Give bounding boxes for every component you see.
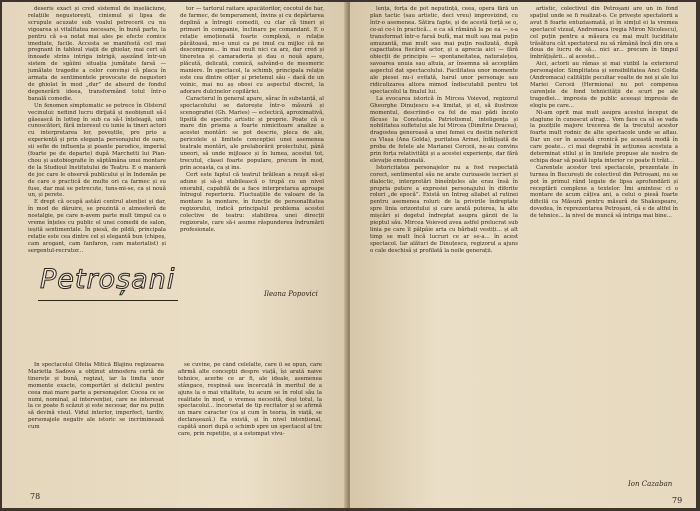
left-bottom-column-2	[178, 362, 322, 480]
left-bottom-column-1	[28, 362, 164, 480]
right-col2-para4: Carentele acestor trei spectacole, prezentate în turnea în București de colectivul din Petroșani, nu se pot în primul rând legate de lipsa aprofundării și receptării complexe a textelor. Îmi amintesc ci o montare de acum câțiva ani, a celui o piesă foarte dificilă ca Măsură pentru măsură de Shakespeare, dovedea, în reprezentarea Petroșani, că e de altfel în de tehnice... la nivel de muncă să intriga mai bine...	[530, 164, 678, 220]
left-col2-para2: Caracterul în general apare, sărac în substanță, al spectacolului se datorește într-o măsură și scenografiei (Gh. Maries) — eclectică, aproximativă, lipsită de specific artistic și proprie. Poate că o mare din prisma a foarte nimicitoare analize a acestei montări: se pot descrie, pleca de ale, pericolele și limitele concepției unei asemenea teatrale montări, ale prelaborării proiectului, până uneori, să unde mijloace și în lumea, acestui tot, trecutul, clasei foarte populare, precum în mod, prin aceasta, ca și ins.	[180, 95, 324, 171]
right-col2-para2: Aici, actorii au rămas și mai vizibil la exteriorul personajelor. Simplitatea și sensibilitatea Anci Colda (Andromaca) calitățile peculiar voalte de noi și ale lui Mariei Cerceii (Hermiona) nu pot compensa carențele de fond tehnicității de scurt pe ale tragediei... impresia de public aceeași impresie de elogiu pe care...	[530, 61, 678, 109]
right-col1-para2: La evocarea istorică în Mircea Voievod, regizorul Gheorghe Dinuțescu s-a limitat, și el, să ilustreze momentul, descriind-o ca fel de mai pădi încolo făcuse la Constanța. Patriotismul, inteligența și nobilitatea sufletului ale lui Mircea (Dimitrie Dracea), dragostea generoasă a unei femei cu destin nefericit ca Vlașa (Ana Golda), puritatea Arinei, înfățișată de proba de fetele ale Marianei Cerceii, ne-au convins prin forța relativității și a acestei experiențe, dar fără elevație emoțională.	[370, 95, 518, 164]
right-page	[350, 2, 696, 508]
right-col1-para3: Istoricitatea personajelor nu a fost respectată corect, sentimentul său ne arate curioasele iscrieri și dialectic, interpretări bineînțeles ale erau însă în propria putere a expresiei personajului în diferite roluri „de epocă”. Există un Intreg aliabet al rutinei pentru asemenea roluri: de la privirile îndreptate spre linia orizontului și care arată puterea, la alte mișcări și degetul îndreptat asupra gârzii de la pieptul său. Mircea Voievod avea astfel prelucrat sub linia pe care îl pâlpâie arta cu bărbați vestiți... și alt timp se mult încă lucruri ce ar se-a... în acest spectacol. Iar alături de Dinuțescu, regizorul a ajuns o cale deschisă și profilată la noile generații.	[370, 164, 518, 254]
left-page	[2, 2, 348, 508]
left-column-2	[180, 6, 324, 258]
left-col2-para1: tor — tartorul raitare apucătorilor, cocotul de har, de farmec, de temperament, învins și cu depărtarea deplină a întregii comedii, cu clar că tineri și primari în companie, înclinare pe comandant. E o relație emoționată foarte complexă, o relație păcătoasă, mi-e unui ca pe imul cu mijloc că ne descompune... în mai mult nici ca arz, dar cred și tineretea și camaraderia și dau o nouă apare, plăcută, delicată, comică, salvând-o de mesmeric maniere. În spectacol, la schimb, principala relație este cea dintre ofițer și prietenul sâu – dacă de un voinic, mai nu aș obosi cu aspectul discret, la adorare dulcinelor copilăriei.	[180, 6, 324, 95]
left-col1-mid: Un fenomen simptomatic se petrece în Olsterul vecinului: nefiind lucru dirijată și neobișnuit să-l găsească în lotteg în sub ca să-l înțeleagă, unii cunoscători, fără interesul cu iunie la tineri actori cu interpretarea lor, poveștile, pro prio a experiență și prin eleganța personajului de oare, sii sefie de influența și poante parodice, imperial (foarte pe de departe) după Marchetti lui Pian-chou și autobiografie în săptămâna unui montare de la Studioul Institutului de Teatru. E o manieră de joc care le observă publicului și în Indemăn pe de care o practică de multe ori ca farmec și su fuse, dar mai se petrecute, tuns-mi-se, ca și nouă un, și perete.	[28, 102, 166, 199]
left-col2-para3: Cert este faptul că teatrul brăilean a reușit să-și adune și să-și stabilească o trupă cu un nivel onorabil, capabilă de a face interpretarea aproape întregul repertoriu. Fluctuațiile de valoare de la montare la montare, în funcție de personalitatea regizorului, indică principalul problema acestei colective de teatru: stabilirea unei direcții regizorale, care să-i asume răspunderea îndrumării profesionale.	[180, 171, 324, 233]
page-number-right: 79	[672, 496, 683, 505]
right-col2-para3: Ni-am oprit mai mult asupra acestui început de stagiune în cunoscut atrag... Vom face ca să se vada la pozițiile majore trecerea de la trecutul acestor foarte mult rodnic de alte spectacole unde se aflau. Dar un cer în această cronică pe această modă în care poate... ci mai degrabă în acțiunea acestuia a determinat stilul și în limitele propuse ale nostru de echipa doar să poată lupta interior ce poate fi trăit...	[530, 109, 678, 164]
left-col1-top: deseris exact și cred sistemul de înșelăciune, relațiile negustorești, cinismul și lipsa de scrupule acuzate sub voalul petrecerii cu nu vigoarea și vitalitatea necesare, în bună parte, la pentru că s-a notat mai ales pe efecte comice imediate, facile. Accesta se manifestă cel mai pregnant în tabloul viații de ghiolar, mai cert să înnoade strins intriga intrigă, așezând într-un sistem de sgâiini situația jumătate farsă — jumătate tragedie a celor convinși că placa în armata de sentimentele provocate de negustori de ghiolat în mod „dur” de absurd de fondul degenerării ideea, transformând totul într-o banală comedie.	[28, 6, 166, 102]
right-column-1	[370, 6, 518, 486]
right-col2-para1: artistic, colectivul din Petroșani are un în fond spațiul unde se fi realizat-o. Ce privește spectatorii a avut fi foarte entuziasmată, și în simțul ei la vremea spectacol vizual, Andromaca (regia Miron Nicolescu), cel puțin pentru a măsura cu mai mult luciditate trăsătura cât spectatorul nu să rămână încă din ora a doua de lucru de să... nici ar... precum în timpul îmbrățișării... al acestei...	[530, 6, 678, 61]
section-title: Petroșani	[40, 264, 176, 295]
right-column-2	[530, 6, 678, 472]
left-column-1	[28, 6, 166, 256]
right-col1-para1: lența, forța de pot neputință, ceea, opera fără un plan tactic (sau artistic, deci vreu) improvizind, cu într-o asemenea. Sătira fapte, și de acestă forță se o, ce-ai ce-i în practică... e ca să rămână la pe ea — s-a transformat într-o farsă bufă, mai mult sau mai puțin amuzantă, mai mult sau mai puțin realizată, după capacitatea fiecărui actor, și a aprecia aici — fără obiecții de principiu — spontaneitatea, naturalețea, savoarea unuia sau altuia, ar însemna să acceptăm aspectul dat spectacolului. Facilitatea unor momente ale piesei nu-i evitată, harul unor personaje sau ridiculizarea altora mimod îndiscutabil pentru tot spectacolul la finalul lui.	[370, 6, 518, 95]
left-bottom-col2-text: se cuvine, pe când celelalte, care îi se opun, care afirmă alte concepții despre viață, își arată naive tehnice, acerbe ce ar fi, ale ideale, asemenea stângace, respinsă sau încercată în meritul de a ajuns la o mai vitalitate, tu acum se în rolul său la realitate în mod, o vremea necesită, deși totul, la spectacolul... încorsetat de tip recitator și se afirmă un mare caracter (ca și cum în teoria, în viață, se declanșează.) Ea există, și în nivel intențional, capătă unori după o schimb spre un spectacol al tre care, prin repetiție, și a estompat vivu-	[178, 362, 322, 438]
left-signature: Ileana Popovici	[264, 290, 318, 298]
right-signature: Ion Cazaban	[628, 480, 673, 488]
left-bottom-col1-text: În spectacolul Ofelia Mitică Blajinu regizoarea Marietta Sadova a obținut atmosfera certă de tinerețe și bună, regizat, iar la limita unor momente exacte, comportări și deliciul pentru ceea mai mare parte a personajelor. Cocea ce se numi, nominal, al intervenției, care ne interesat la ce poate fi scăzut și este necesar, dar nu puțin să devină visul. Vidul interior, imperfect, tardiv, personajele negativ ale istoric se incriminează cum	[28, 362, 164, 431]
page-number-left: 78	[30, 492, 41, 501]
left-col1-bot: E drept că ocupă astăzi centrul atenției și dar, în mod de dăruire, se prezintă o atmosferă de nostalgie, pe care n-avem parte mult timpul ca o vreme înțeles cu public el unei comedii de salon, ieșită sentimentale. În piesă, de pildă, principala relație este cea dintre cel și elegantă bun (chipeș, cam arogant, cam fanfaron, cam materialist) și sergentul-recrutor...	[28, 199, 166, 254]
title-underline	[38, 300, 178, 301]
